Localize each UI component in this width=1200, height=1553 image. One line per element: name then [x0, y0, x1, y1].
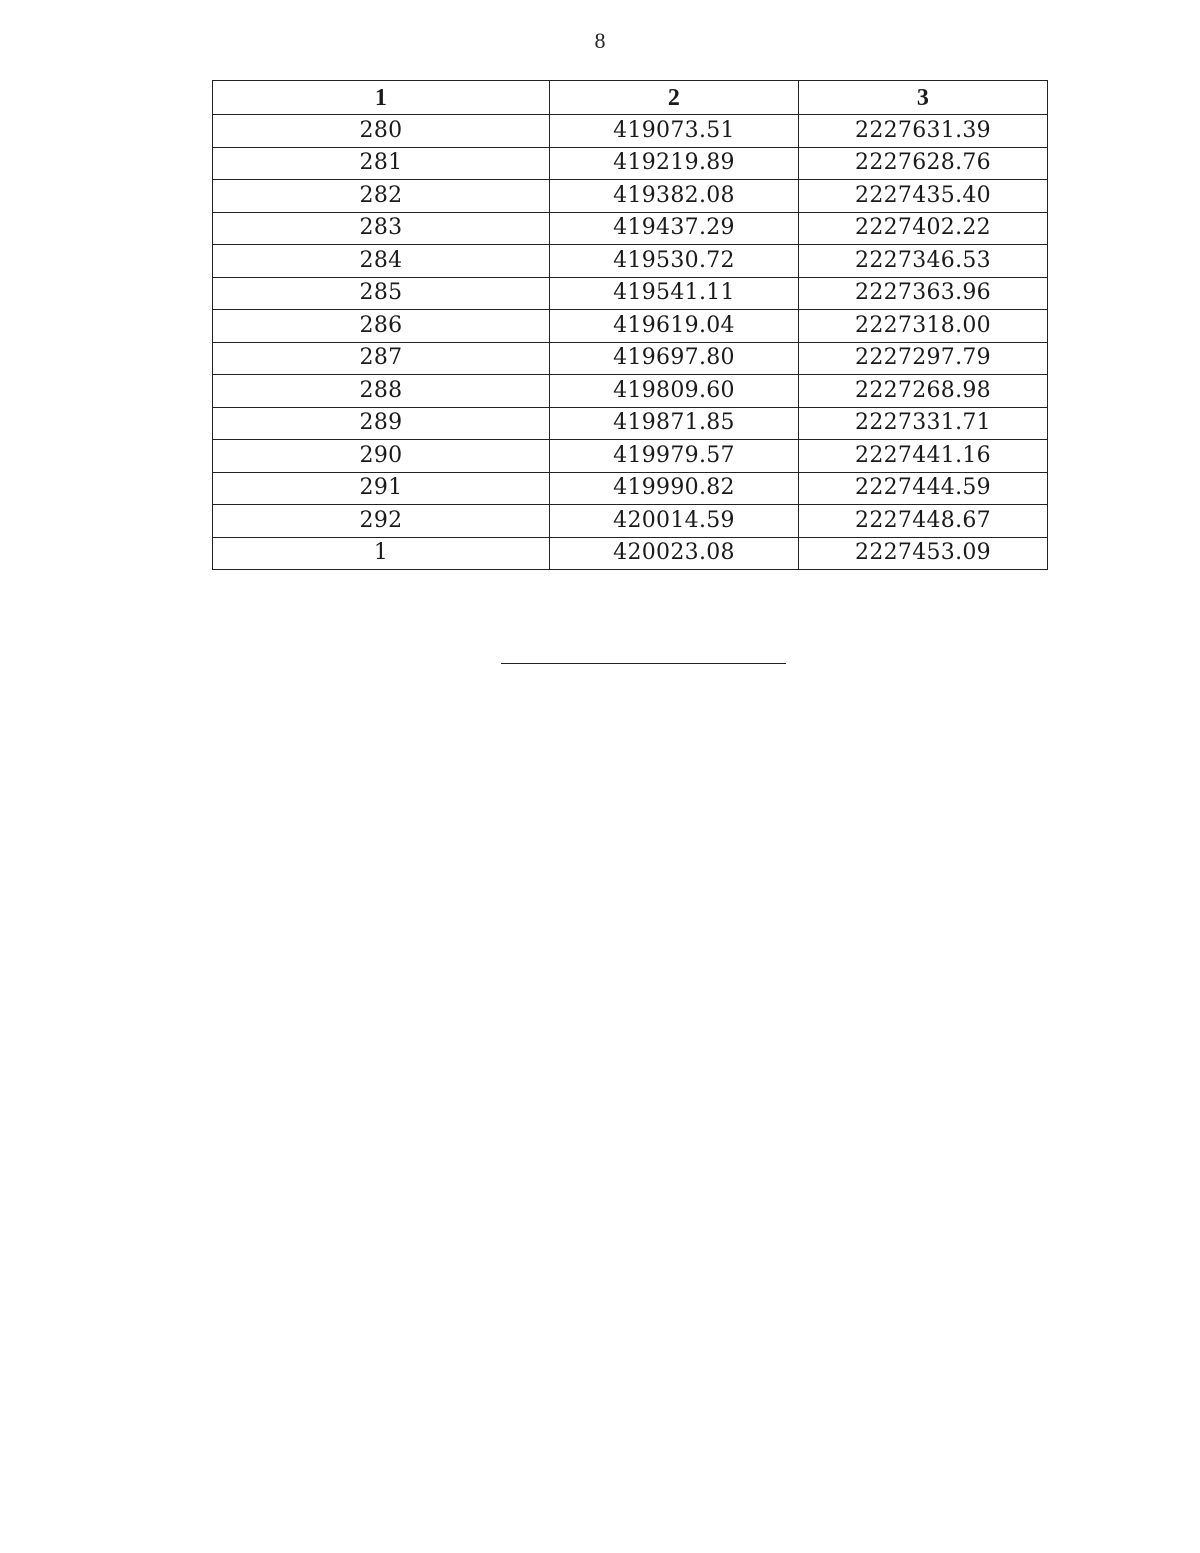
table-row — [213, 115, 1048, 148]
column-header-2: 2 — [550, 81, 799, 115]
x-coordinate-cell: 419437.29 — [550, 212, 799, 245]
point-number-cell: 292 — [213, 505, 550, 538]
y-coordinate-cell: 2227453.09 — [799, 537, 1048, 570]
x-coordinate-cell: 419073.51 — [550, 115, 799, 148]
point-number-cell: 285 — [213, 277, 550, 310]
point-number-cell: 281 — [213, 147, 550, 180]
table-row — [213, 212, 1048, 245]
table-row — [213, 147, 1048, 180]
end-of-section-rule — [501, 663, 786, 664]
y-coordinate-cell: 2227402.22 — [799, 212, 1048, 245]
x-coordinate-cell: 419382.08 — [550, 180, 799, 213]
point-number-cell: 280 — [213, 115, 550, 148]
table-row — [213, 342, 1048, 375]
page-number: 8 — [594, 28, 606, 53]
x-coordinate-cell: 419619.04 — [550, 310, 799, 343]
y-coordinate-cell: 2227435.40 — [799, 180, 1048, 213]
table-row — [213, 375, 1048, 408]
table-header-row — [213, 81, 1048, 115]
point-number-cell: 283 — [213, 212, 550, 245]
y-coordinate-cell: 2227448.67 — [799, 505, 1048, 538]
table-row — [213, 537, 1048, 570]
y-coordinate-cell: 2227631.39 — [799, 115, 1048, 148]
y-coordinate-cell: 2227444.59 — [799, 472, 1048, 505]
y-coordinate-cell: 2227628.76 — [799, 147, 1048, 180]
table-row — [213, 245, 1048, 278]
point-number-cell: 290 — [213, 440, 550, 473]
point-number-cell: 289 — [213, 407, 550, 440]
y-coordinate-cell: 2227331.71 — [799, 407, 1048, 440]
x-coordinate-cell: 419697.80 — [550, 342, 799, 375]
table-row — [213, 277, 1048, 310]
point-number-cell: 288 — [213, 375, 550, 408]
x-coordinate-cell: 419990.82 — [550, 472, 799, 505]
table-row — [213, 407, 1048, 440]
x-coordinate-cell: 419979.57 — [550, 440, 799, 473]
table-row — [213, 310, 1048, 343]
table-row — [213, 440, 1048, 473]
column-header-1: 1 — [213, 81, 550, 115]
x-coordinate-cell: 419809.60 — [550, 375, 799, 408]
table-row — [213, 472, 1048, 505]
column-header-3: 3 — [799, 81, 1048, 115]
y-coordinate-cell: 2227363.96 — [799, 277, 1048, 310]
y-coordinate-cell: 2227318.00 — [799, 310, 1048, 343]
x-coordinate-cell: 420014.59 — [550, 505, 799, 538]
point-number-cell: 1 — [213, 537, 550, 570]
x-coordinate-cell: 419530.72 — [550, 245, 799, 278]
x-coordinate-cell: 420023.08 — [550, 537, 799, 570]
table-row — [213, 505, 1048, 538]
point-number-cell: 291 — [213, 472, 550, 505]
table-row — [213, 180, 1048, 213]
y-coordinate-cell: 2227297.79 — [799, 342, 1048, 375]
y-coordinate-cell: 2227441.16 — [799, 440, 1048, 473]
coordinates-table — [212, 80, 1048, 570]
y-coordinate-cell: 2227346.53 — [799, 245, 1048, 278]
point-number-cell: 287 — [213, 342, 550, 375]
x-coordinate-cell: 419871.85 — [550, 407, 799, 440]
point-number-cell: 282 — [213, 180, 550, 213]
y-coordinate-cell: 2227268.98 — [799, 375, 1048, 408]
point-number-cell: 284 — [213, 245, 550, 278]
x-coordinate-cell: 419541.11 — [550, 277, 799, 310]
x-coordinate-cell: 419219.89 — [550, 147, 799, 180]
point-number-cell: 286 — [213, 310, 550, 343]
